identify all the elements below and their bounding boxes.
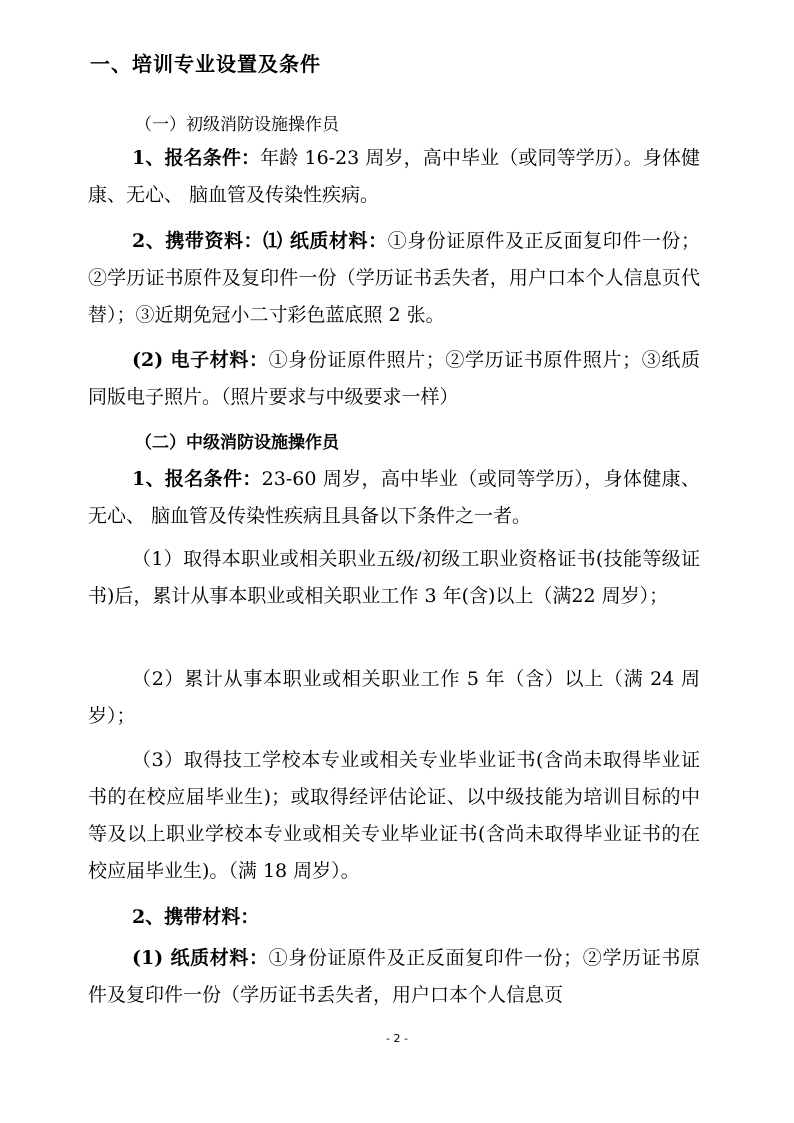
subsection-title-intermediate: （二）中级消防设施操作员 xyxy=(135,433,339,453)
intermediate-paper-label: (1) 纸质材料： xyxy=(132,947,269,969)
primary-electronic-label: (2) 电子材料： xyxy=(132,349,269,371)
intermediate-condition-2: （2）累计从事本职业或相关职业工作 5 年（含）以上（满 24 周岁）； xyxy=(88,668,700,727)
primary-electronic-paragraph xyxy=(88,342,700,416)
primary-documents-paragraph xyxy=(88,223,700,334)
primary-registration-paragraph xyxy=(88,140,700,214)
intermediate-registration-paragraph xyxy=(88,461,700,535)
intermediate-paper-text: ①身份证原件及正反面复印件一份；②学历证书原件及复印件一份（学历证书丢失者，用户口本个人信息页 xyxy=(88,947,700,1006)
page-number: - 2 - xyxy=(386,1032,408,1045)
intermediate-condition-3: （3）取得技工学校本专业或相关专业毕业证书(含尚未取得毕业证书的在校应届毕业生)；或取得经评估论证、以中级技能为培训目标的中等及以上职业学校本专业或相关专业毕业证书(含尚未取得毕业证书的在校应届毕业生)。（满 18 周岁）。 xyxy=(88,749,700,882)
primary-documents-text: ①身份证原件及正反面复印件一份；②学历证书原件及复印件一份（学历证书丢失者，用户口本个人信息页代替）；③近期免冠小二寸彩色蓝底照 2 张。 xyxy=(88,230,700,326)
primary-documents-label: 2、携带资料：⑴ 纸质材料： xyxy=(132,230,388,252)
subsection-title-primary: （一）初级消防设施操作员 xyxy=(135,115,339,135)
primary-electronic-text: ①身份证原件照片；②学历证书原件照片；③纸质同版电子照片。（照片要求与中级要求一样） xyxy=(88,349,700,408)
intermediate-documents-heading xyxy=(88,899,700,936)
intermediate-condition-1: （1）取得本职业或相关职业五级/初级工职业资格证书(技能等级证书)后，累计从事本职业或相关职业工作 3 年(含)以上（满22 周岁）； xyxy=(88,548,700,607)
intermediate-documents-label: 2、携带材料： xyxy=(132,906,260,928)
primary-registration-text: 年龄 16-23 周岁，高中毕业（或同等学历）。身体健康、无心、 脑血管及传染性疾病。 xyxy=(88,147,700,206)
intermediate-paper-paragraph xyxy=(88,940,700,1014)
intermediate-registration-label: 1、报名条件： xyxy=(132,468,262,490)
primary-registration-label: 1、报名条件： xyxy=(132,147,261,169)
section-heading: 一、培训专业设置及条件 xyxy=(90,52,321,76)
intermediate-registration-text: 23-60 周岁，高中毕业（或同等学历），身体健康、无心、 脑血管及传染性疾病且具备以下条件之一者。 xyxy=(88,468,700,527)
